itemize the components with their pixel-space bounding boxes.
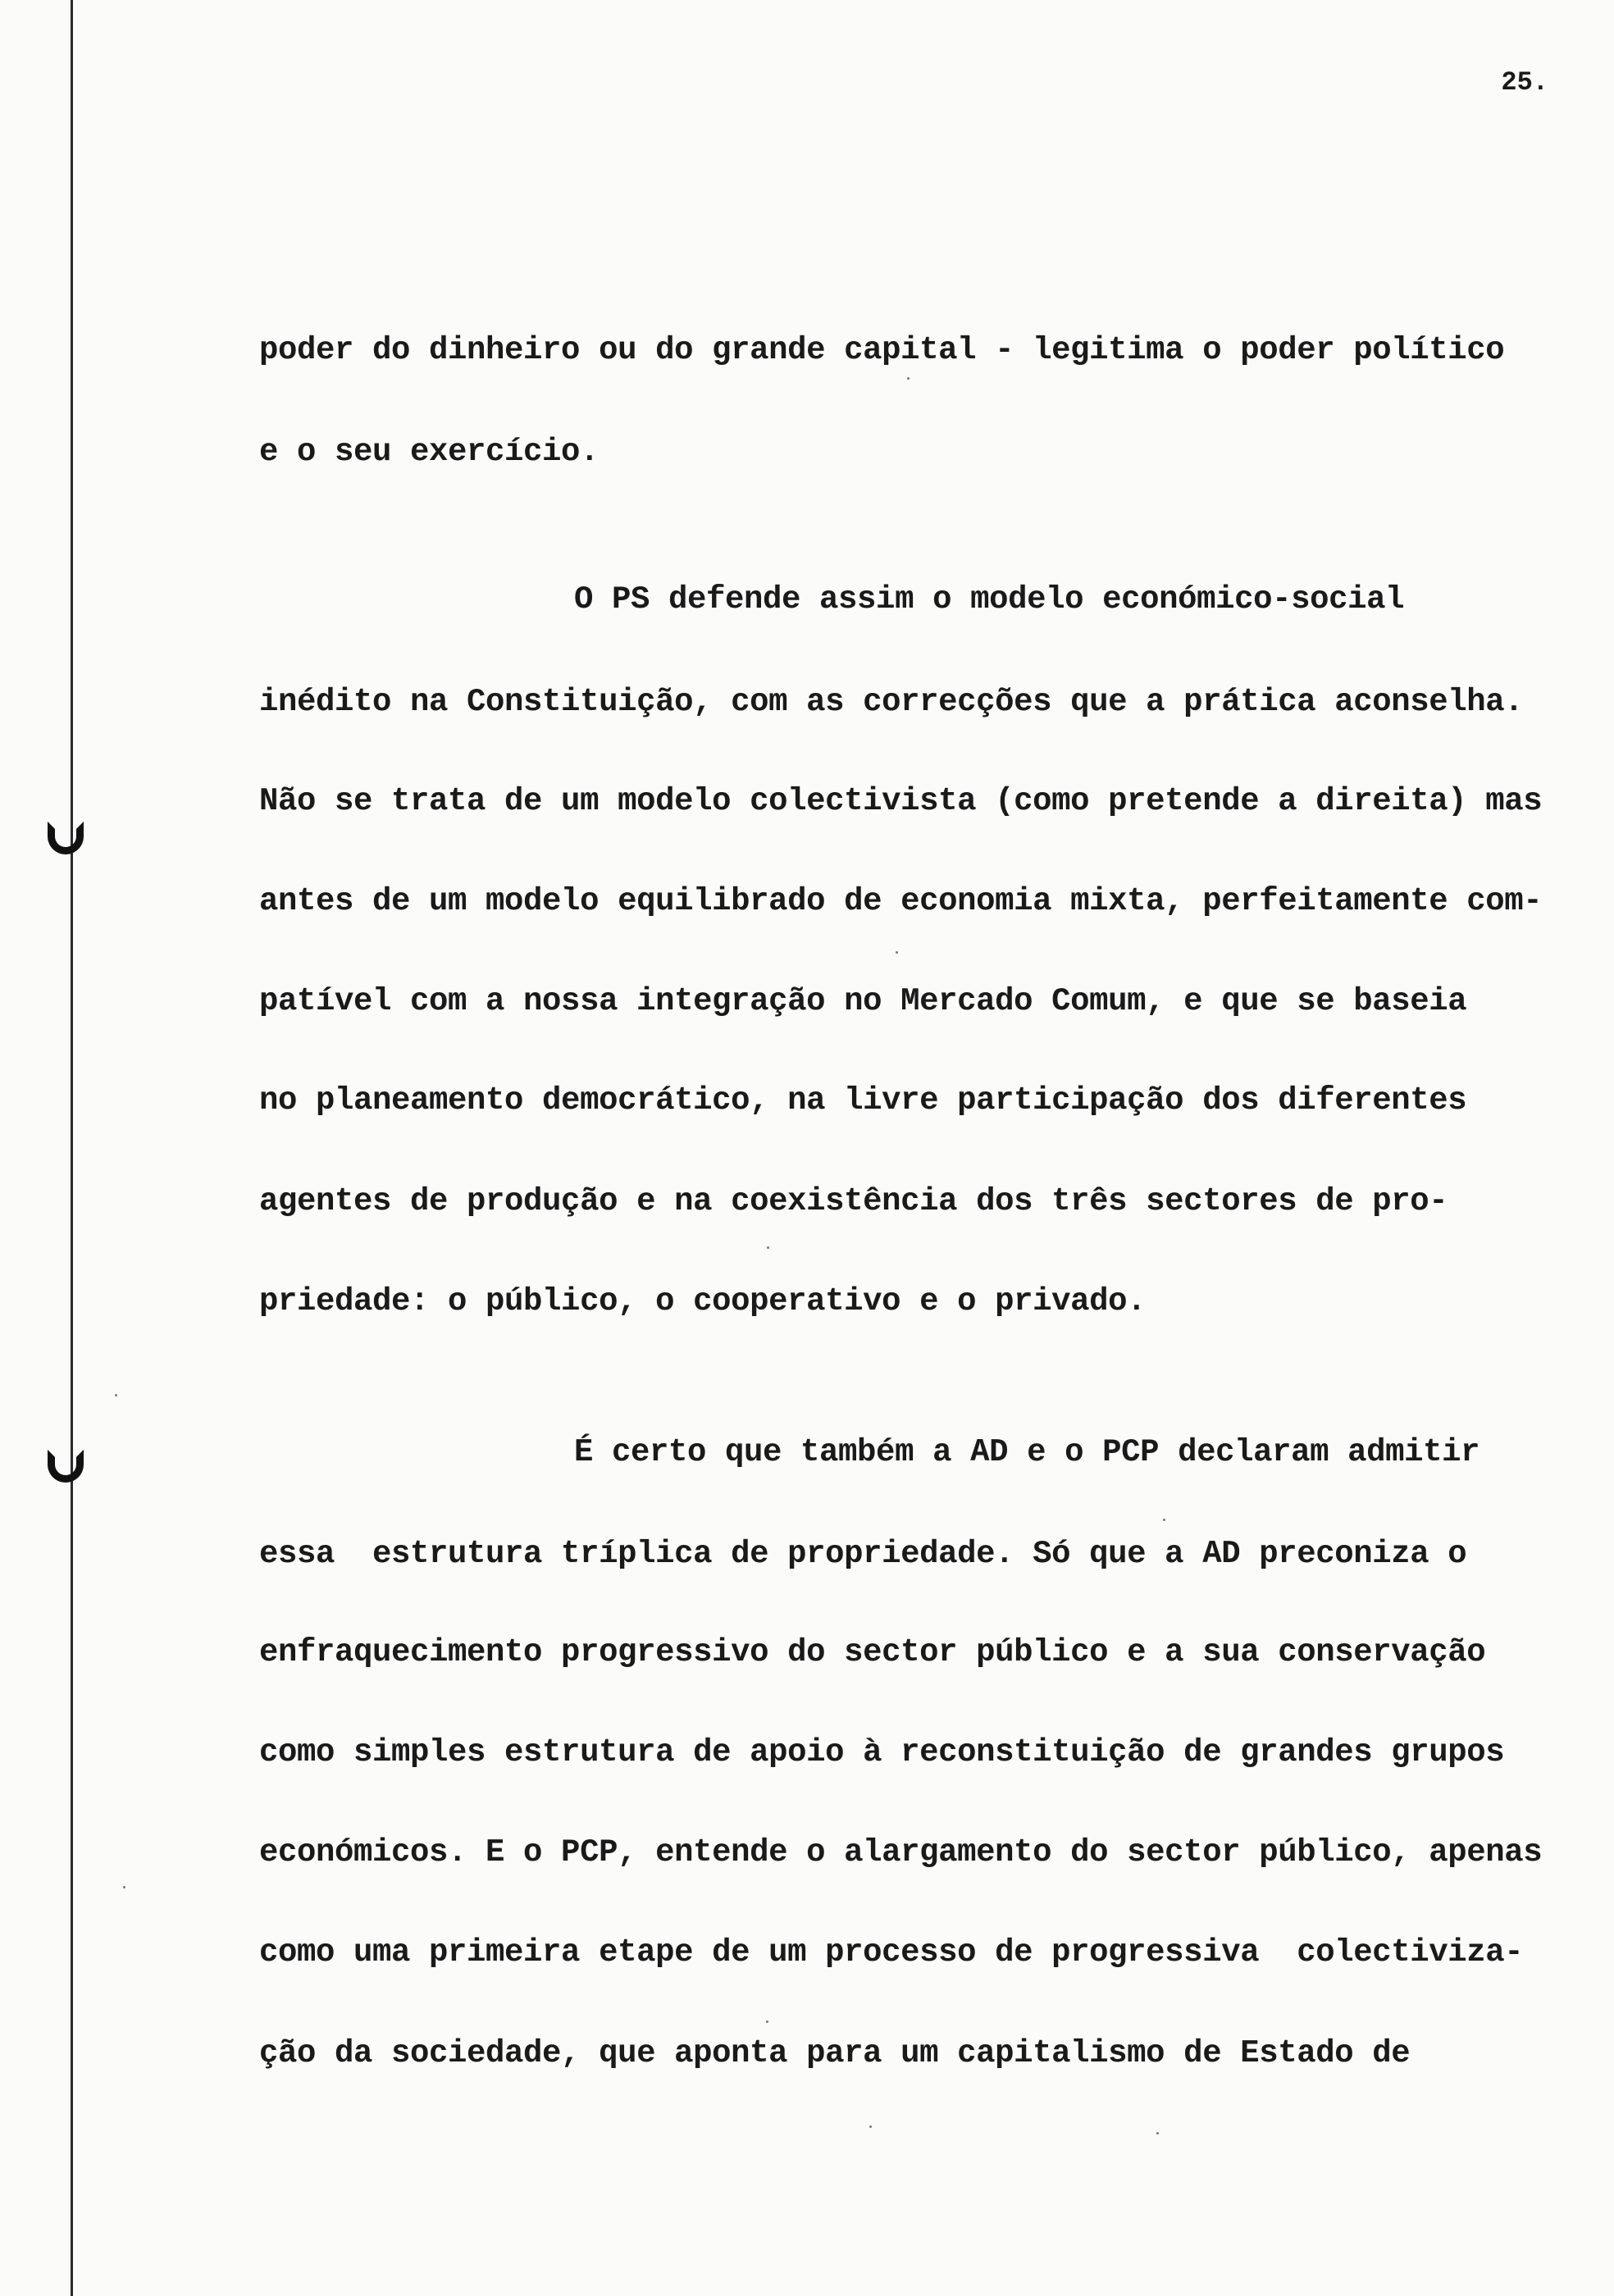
text-line: no planeamento democrático, na livre participação dos diferentes	[259, 1082, 1467, 1118]
text-line: essa estrutura tríplica de propriedade. Só que a AD preconiza o	[259, 1536, 1467, 1572]
scan-speck	[1156, 2132, 1159, 2134]
binder-edge-line	[71, 0, 73, 2296]
text-line: É certo que também a AD e o PCP declaram admitir	[574, 1434, 1480, 1470]
text-line: enfraquecimento progressivo do sector público e a sua conservação	[259, 1634, 1486, 1670]
text-line: como uma primeira etape de um processo de progressiva colectiviza-	[259, 1934, 1524, 1970]
page-number: 25.	[1501, 67, 1548, 98]
scan-speck	[766, 2020, 768, 2023]
scan-speck	[869, 2125, 872, 2128]
text-line: Não se trata de um modelo colectivista (como pretende a direita) mas	[259, 783, 1543, 819]
text-line: ção da sociedade, que aponta para um capitalismo de Estado de	[259, 2035, 1411, 2071]
scan-speck	[896, 951, 898, 954]
text-line: como simples estrutura de apoio à reconstituição de grandes grupos	[259, 1734, 1505, 1770]
text-line: inédito na Constituição, com as correcções que a prática aconselha.	[259, 684, 1524, 720]
punch-hole-icon	[48, 822, 84, 854]
text-line: antes de um modelo equilibrado de economia mixta, perfeitamente com-	[259, 883, 1543, 919]
scan-speck	[123, 1886, 125, 1888]
scan-speck	[115, 1394, 117, 1396]
text-line: patível com a nossa integração no Mercado Comum, e que se baseia	[259, 983, 1467, 1019]
scan-speck	[1163, 1519, 1165, 1521]
scan-speck	[907, 377, 910, 380]
text-line: priedade: o público, o cooperativo e o privado.	[259, 1283, 1147, 1319]
text-line: poder do dinheiro ou do grande capital - legitima o poder político	[259, 332, 1505, 368]
text-line: O PS defende assim o modelo económico-social	[574, 581, 1405, 617]
scan-speck	[767, 1246, 769, 1249]
punch-hole-icon	[48, 1450, 84, 1483]
text-line: agentes de produção e na coexistência dos três sectores de pro-	[259, 1183, 1448, 1219]
text-line: económicos. E o PCP, entende o alargamento do sector público, apenas	[259, 1834, 1543, 1870]
text-line: e o seu exercício.	[259, 434, 600, 470]
